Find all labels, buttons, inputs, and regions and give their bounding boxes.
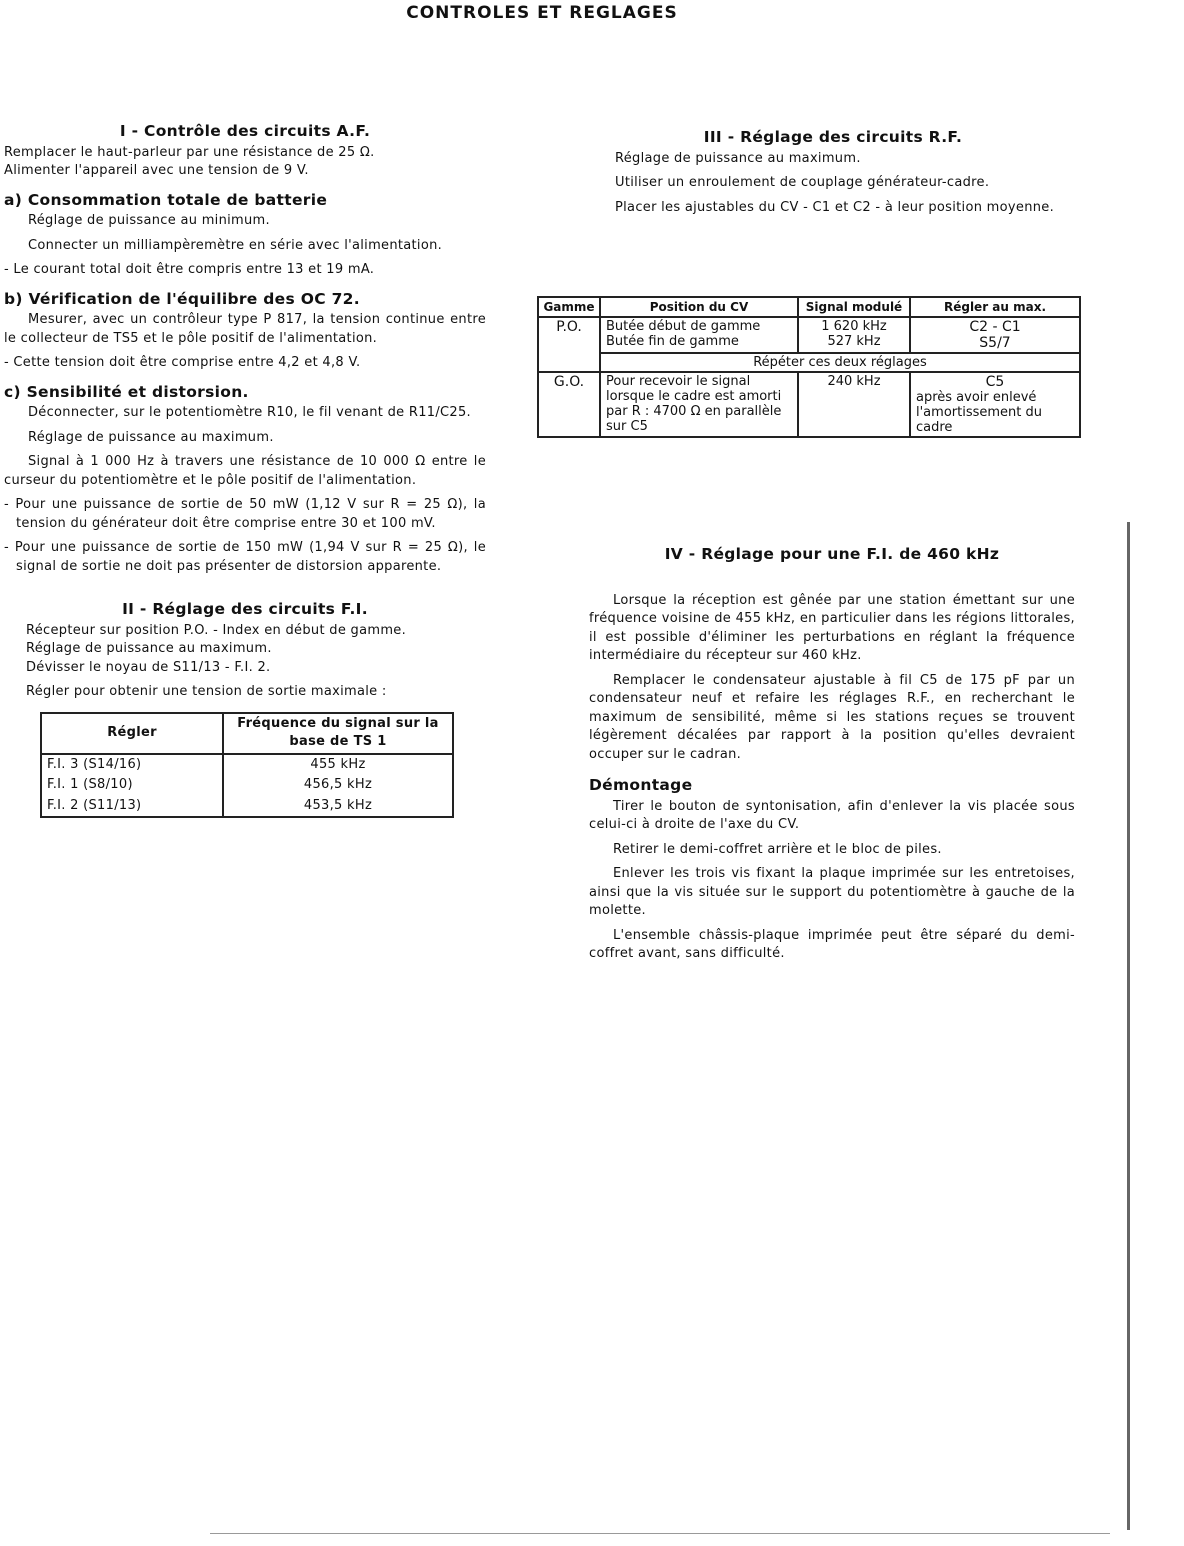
rf-cell-regler-po <box>910 317 1080 353</box>
table-row <box>41 796 453 818</box>
rf-cell-gamme-po: P.O. <box>538 317 600 372</box>
section-2-title: II - Réglage des circuits F.I. <box>122 600 368 618</box>
scan-edge-line <box>1127 522 1130 1530</box>
s1-a-p3: - Le courant total doit être compris entre 13 et 19 mA. <box>4 262 375 277</box>
s4-p2: Remplacer le condensateur ajustable à fil C5 de 175 pF par un condensateur neuf et refaire les réglages R.F., en recherchant le maximum de sensibilité, même si les stations reçues se trouvent légèrement décalées par rapport à la position qu'elles devraient occuper sur le cadran. <box>589 672 1075 762</box>
s1-intro-1: Remplacer le haut-parleur par une résistance de 25 Ω. <box>4 144 375 160</box>
rf-cell-position-go: Pour recevoir le signal lorsque le cadre est amorti par R : 4700 Ω en parallèle sur C5 <box>600 372 798 437</box>
s1-c-p2: Réglage de puissance au maximum. <box>28 429 274 445</box>
fi-header-frequence: Fréquence du signal sur la base de TS 1 <box>223 713 453 754</box>
demontage-p3: Enlever les trois vis fixant la plaque imprimée sur les entretoises, ainsi que la vis située sur le support du potentiomètre à gauche de la molette. <box>589 866 1075 918</box>
scan-bottom-line <box>210 1533 1110 1534</box>
demontage-title: Démontage <box>589 776 693 794</box>
section-3-title: III - Réglage des circuits R.F. <box>703 128 963 146</box>
rf-header-regler: Régler au max. <box>910 297 1080 317</box>
rf-po-regler-1: C2 - C1 <box>969 319 1021 335</box>
rf-cell-signal-po <box>798 317 910 353</box>
s2-p2: Réglage de puissance au maximum. <box>26 641 272 656</box>
left-column <box>4 122 486 818</box>
rf-cell-repeat: Répéter ces deux réglages <box>600 353 1080 372</box>
rf-po-signal-1: 1 620 kHz <box>821 319 887 334</box>
rf-cell-signal-go: 240 kHz <box>798 372 910 437</box>
table-row <box>538 317 1080 353</box>
subsection-b-title: b) Vérification de l'équilibre des OC 72. <box>4 289 360 308</box>
s3-p3: Placer les ajustables du CV - C1 et C2 - à leur position moyenne. <box>615 199 1055 215</box>
table-row <box>41 775 453 796</box>
s1-a-p1: Réglage de puissance au minimum. <box>28 213 270 228</box>
fi-cell-regler: F.I. 2 (S11/13) <box>41 796 223 818</box>
s2-p3: Dévisser le noyau de S11/13 - F.I. 2. <box>26 659 271 675</box>
right-column-lower <box>589 545 1075 970</box>
demontage-p2: Retirer le demi-coffret arrière et le bloc de piles. <box>613 841 942 857</box>
subsection-c-title: c) Sensibilité et distorsion. <box>4 382 249 401</box>
s1-c-p5: - Pour une puissance de sortie de 150 mW (1,94 V sur R = 25 Ω), le signal de sortie ne doit pas présenter de distorsion apparente. <box>4 540 486 574</box>
fi-header-regler: Régler <box>41 713 223 754</box>
section-1-title: I - Contrôle des circuits A.F. <box>119 122 371 140</box>
section-4-title: IV - Réglage pour une F.I. de 460 kHz <box>664 545 1000 563</box>
rf-po-position-1: Butée début de gamme <box>606 319 761 334</box>
s1-c-p3: Signal à 1 000 Hz à travers une résistance de 10 000 Ω entre le curseur du potentiomètre et le pôle positif de l'alimentation. <box>4 454 486 488</box>
rf-cell-position-po <box>600 317 798 353</box>
demontage-p4: L'ensemble châssis-plaque imprimée peut être séparé du demi-coffret avant, sans difficulté. <box>589 927 1075 961</box>
fi-cell-regler: F.I. 3 (S14/16) <box>41 754 223 776</box>
s4-p1: Lorsque la réception est gênée par une station émettant sur une fréquence voisine de 455 kHz, en particulier dans les régions littorales, il est possible d'éliminer les perturbations en réglant la fréquence intermédiaire du récepteur sur 460 kHz. <box>589 592 1075 663</box>
rf-go-regler-1: C5 <box>985 374 1005 390</box>
rf-table <box>537 296 1081 438</box>
rf-po-position-2: Butée fin de gamme <box>606 334 739 349</box>
s1-c-p4: - Pour une puissance de sortie de 50 mW (1,12 V sur R = 25 Ω), la tension du générateur doit être comprise entre 30 et 100 mV. <box>4 497 486 531</box>
s2-p1: Récepteur sur position P.O. - Index en début de gamme. <box>26 622 407 638</box>
rf-po-signal-2: 527 kHz <box>827 334 881 349</box>
fi-cell-frequence: 453,5 kHz <box>223 796 453 818</box>
s1-intro-2: Alimenter l'appareil avec une tension de 9 V. <box>4 163 309 178</box>
rf-cell-gamme-go: G.O. <box>538 372 600 437</box>
fi-cell-frequence: 455 kHz <box>223 754 453 776</box>
fi-cell-frequence: 456,5 kHz <box>223 775 453 796</box>
s1-c-p1: Déconnecter, sur le potentiomètre R10, le fil venant de R11/C25. <box>28 405 471 420</box>
rf-go-regler-2: après avoir enlevé l'amortissement du cadre <box>916 390 1042 435</box>
fi-cell-regler: F.I. 1 (S8/10) <box>41 775 223 796</box>
rf-header-signal: Signal modulé <box>798 297 910 317</box>
demontage-p1: Tirer le bouton de syntonisation, afin d'enlever la vis placée sous celui-ci à droite de l'axe du CV. <box>589 798 1075 832</box>
rf-cell-regler-go <box>910 372 1080 437</box>
s1-a-p2: Connecter un milliampèremètre en série avec l'alimentation. <box>28 237 443 253</box>
rf-po-regler-2: S5/7 <box>979 335 1011 351</box>
page-title: CONTROLES ET REGLAGES <box>406 3 678 23</box>
right-column <box>591 128 1075 223</box>
s3-p1: Réglage de puissance au maximum. <box>615 150 861 166</box>
table-row <box>538 372 1080 437</box>
table-row <box>41 754 453 776</box>
fi-table <box>40 712 454 819</box>
subsection-a-title: a) Consommation totale de batterie <box>4 190 328 209</box>
table-row <box>538 353 1080 372</box>
s2-p4: Régler pour obtenir une tension de sortie maximale : <box>26 684 387 699</box>
rf-header-gamme: Gamme <box>538 297 600 317</box>
s1-b-p1: Mesurer, avec un contrôleur type P 817, la tension continue entre le collecteur de TS5 et le pôle positif de l'alimentation. <box>4 312 486 346</box>
s1-b-p2: - Cette tension doit être comprise entre 4,2 et 4,8 V. <box>4 355 361 370</box>
rf-header-position: Position du CV <box>600 297 798 317</box>
s3-p2: Utiliser un enroulement de couplage générateur-cadre. <box>615 175 990 190</box>
